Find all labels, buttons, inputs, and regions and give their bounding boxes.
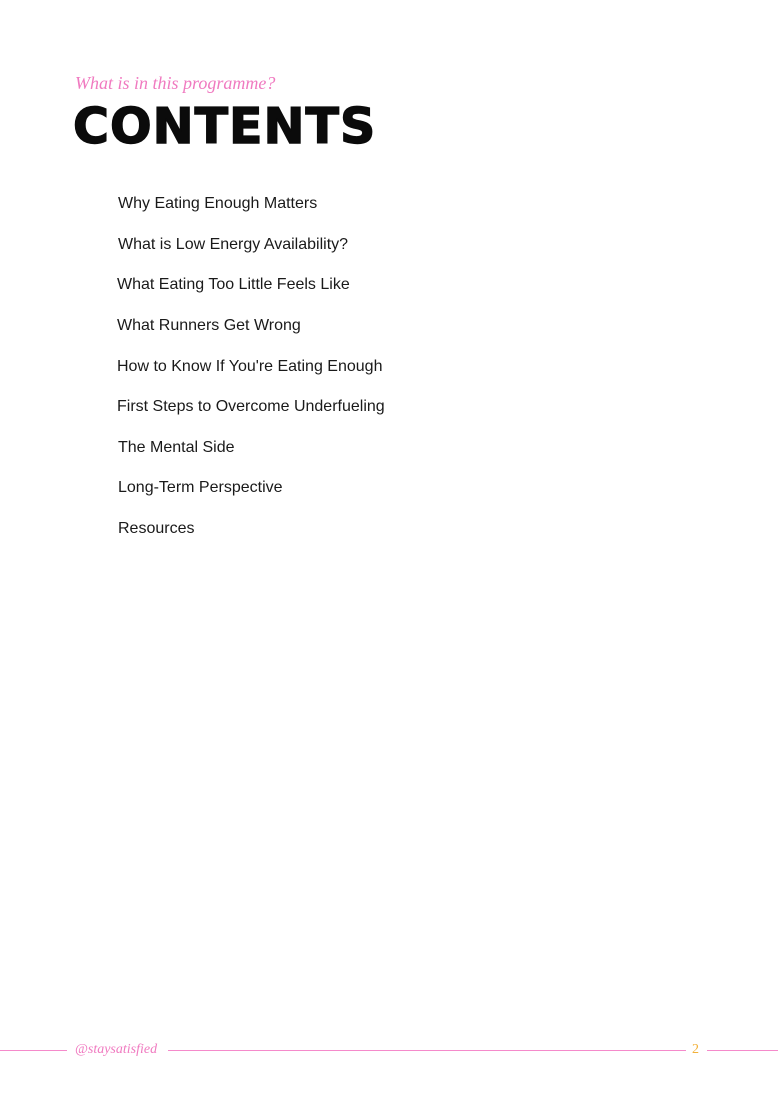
toc-item[interactable] (0, 315, 520, 339)
toc-item[interactable] (0, 356, 520, 380)
footer-rule-left (0, 1050, 67, 1051)
page-title: CONTENTS (73, 98, 377, 155)
toc-item[interactable] (0, 274, 520, 298)
toc-item-label: First Steps to Overcome Underfueling (117, 398, 385, 415)
toc-item-label: What Eating Too Little Feels Like (117, 276, 350, 293)
toc-item-label: Long-Term Perspective (118, 479, 283, 496)
toc-item-label: The Mental Side (118, 439, 235, 456)
toc-item[interactable] (0, 477, 520, 501)
footer-social-handle: @staysatisfied (75, 1042, 158, 1057)
toc-item[interactable] (0, 396, 520, 420)
toc-item[interactable] (0, 437, 520, 461)
toc-item[interactable] (0, 234, 520, 258)
toc-item[interactable] (0, 193, 520, 217)
toc-item-label: What Runners Get Wrong (117, 317, 301, 334)
footer-page-number: 2 (692, 1042, 699, 1057)
toc-item-label: Why Eating Enough Matters (118, 195, 318, 212)
page-subtitle: What is in this programme? (75, 73, 276, 93)
footer-rule-middle (168, 1050, 686, 1051)
toc-item[interactable] (0, 518, 520, 542)
toc-item-label: How to Know If You're Eating Enough (117, 358, 383, 375)
toc-item-label: Resources (118, 520, 195, 537)
footer-rule-right (707, 1050, 778, 1051)
toc-item-label: What is Low Energy Availability? (118, 236, 349, 253)
